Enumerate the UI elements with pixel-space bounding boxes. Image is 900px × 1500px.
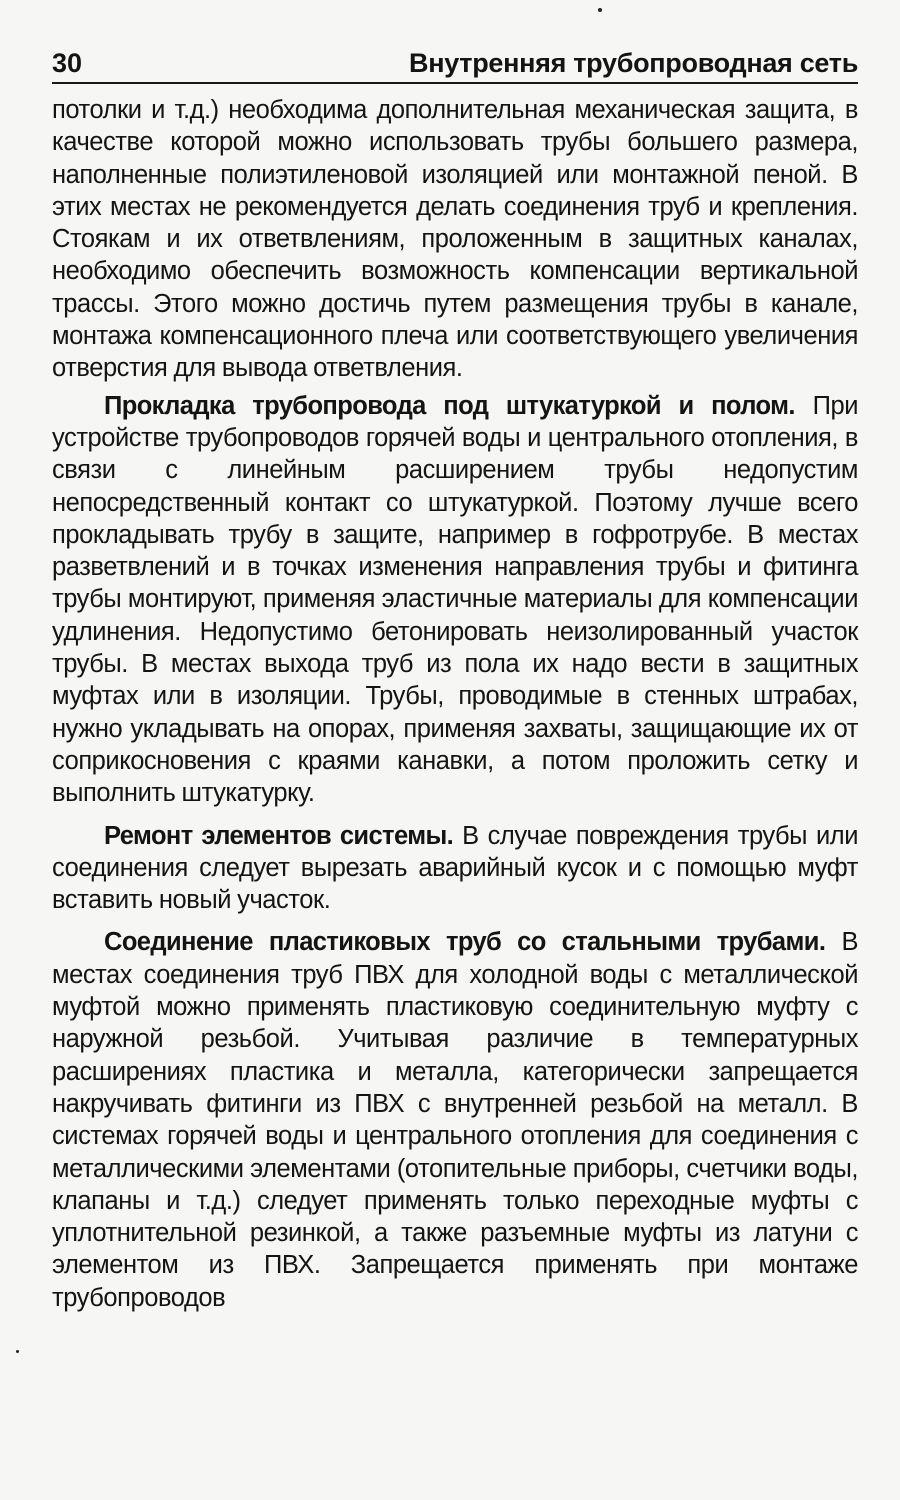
- paragraph-text: потолки и т.д.) необходима дополнительная механическая защита, в качестве которой можно использовать трубы большего размера, наполненные полиэтиленовой изоляцией или монтажной пеной. В этих местах не рекомендуется делать соединения труб и крепления. Стоякам и их ответвлениям, проложенным в защитных каналах, необходимо обеспечить возможность компенсации вертикальной трассы. Этого можно достичь путем размещения трубы в канале, монтажа компенсационного плеча или соответствующего увеличения отверстия для вывода ответвления.: [52, 96, 858, 383]
- book-page: [52, 46, 858, 1314]
- paragraph-repair: [52, 820, 858, 917]
- section-heading: Ремонт элементов системы.: [104, 821, 454, 850]
- running-header: [52, 46, 858, 84]
- paragraph-text: В случае повреждения трубы или соединения следует вырезать аварийный кусок и с помощью муфт вставить новый участок.: [52, 821, 858, 915]
- running-title: Внутренняя трубопроводная сеть: [409, 48, 858, 78]
- scan-speck-top: [598, 8, 602, 12]
- paragraph-continuation: [52, 94, 858, 385]
- paragraph-text: В местах соединения труб ПВХ для холодной воды с металлической муфтой можно применять пластиковую соединительную муфту с наружной резьбой. Учитывая различие в температурных расширениях пластика и металла, категорически запрещается накручивать фитинги из ПВХ с внутренней резьбой на металл. В системах горячей воды и центрального отопления для соединения с металлическими элементами (отопительные приборы, счетчики воды, клапаны и т.д.) следует применять только переходные муфты с уплотнительной резинкой, а также разъемные муфты из латуни с элементом из ПВХ. Запрещается применять при монтаже трубопроводов: [52, 928, 858, 1312]
- paragraph-plaster-floor: [52, 390, 858, 810]
- scan-speck-left: [16, 1350, 19, 1353]
- page-number: 30: [52, 48, 83, 78]
- paragraph-plastic-steel: [52, 926, 858, 1314]
- section-heading: Прокладка трубопровода под штукатуркой и полом.: [104, 391, 795, 420]
- paragraph-text: При устройстве трубопроводов горячей воды и центрального отопления, в связи с линейным расширением трубы недопустим непосредственный контакт со штукатуркой. Поэтому лучше всего прокладывать трубу в защите, например в гофротрубе. В местах разветвлений и в точках изменения направления трубы и фитинга трубы монтируют, применяя эластичные материалы для компенсации удлинения. Недопустимо бетонировать неизолированный участок трубы. В местах выхода труб из пола их надо вести в защитных муфтах или в изоляции. Трубы, проводимые в стенных штрабах, нужно укладывать на опорах, применяя захваты, защищающие их от соприкосновения с краями канавки, а потом проложить сетку и выполнить штукатурку.: [52, 391, 858, 808]
- section-heading: Соединение пластиковых труб со стальными трубами.: [104, 928, 826, 957]
